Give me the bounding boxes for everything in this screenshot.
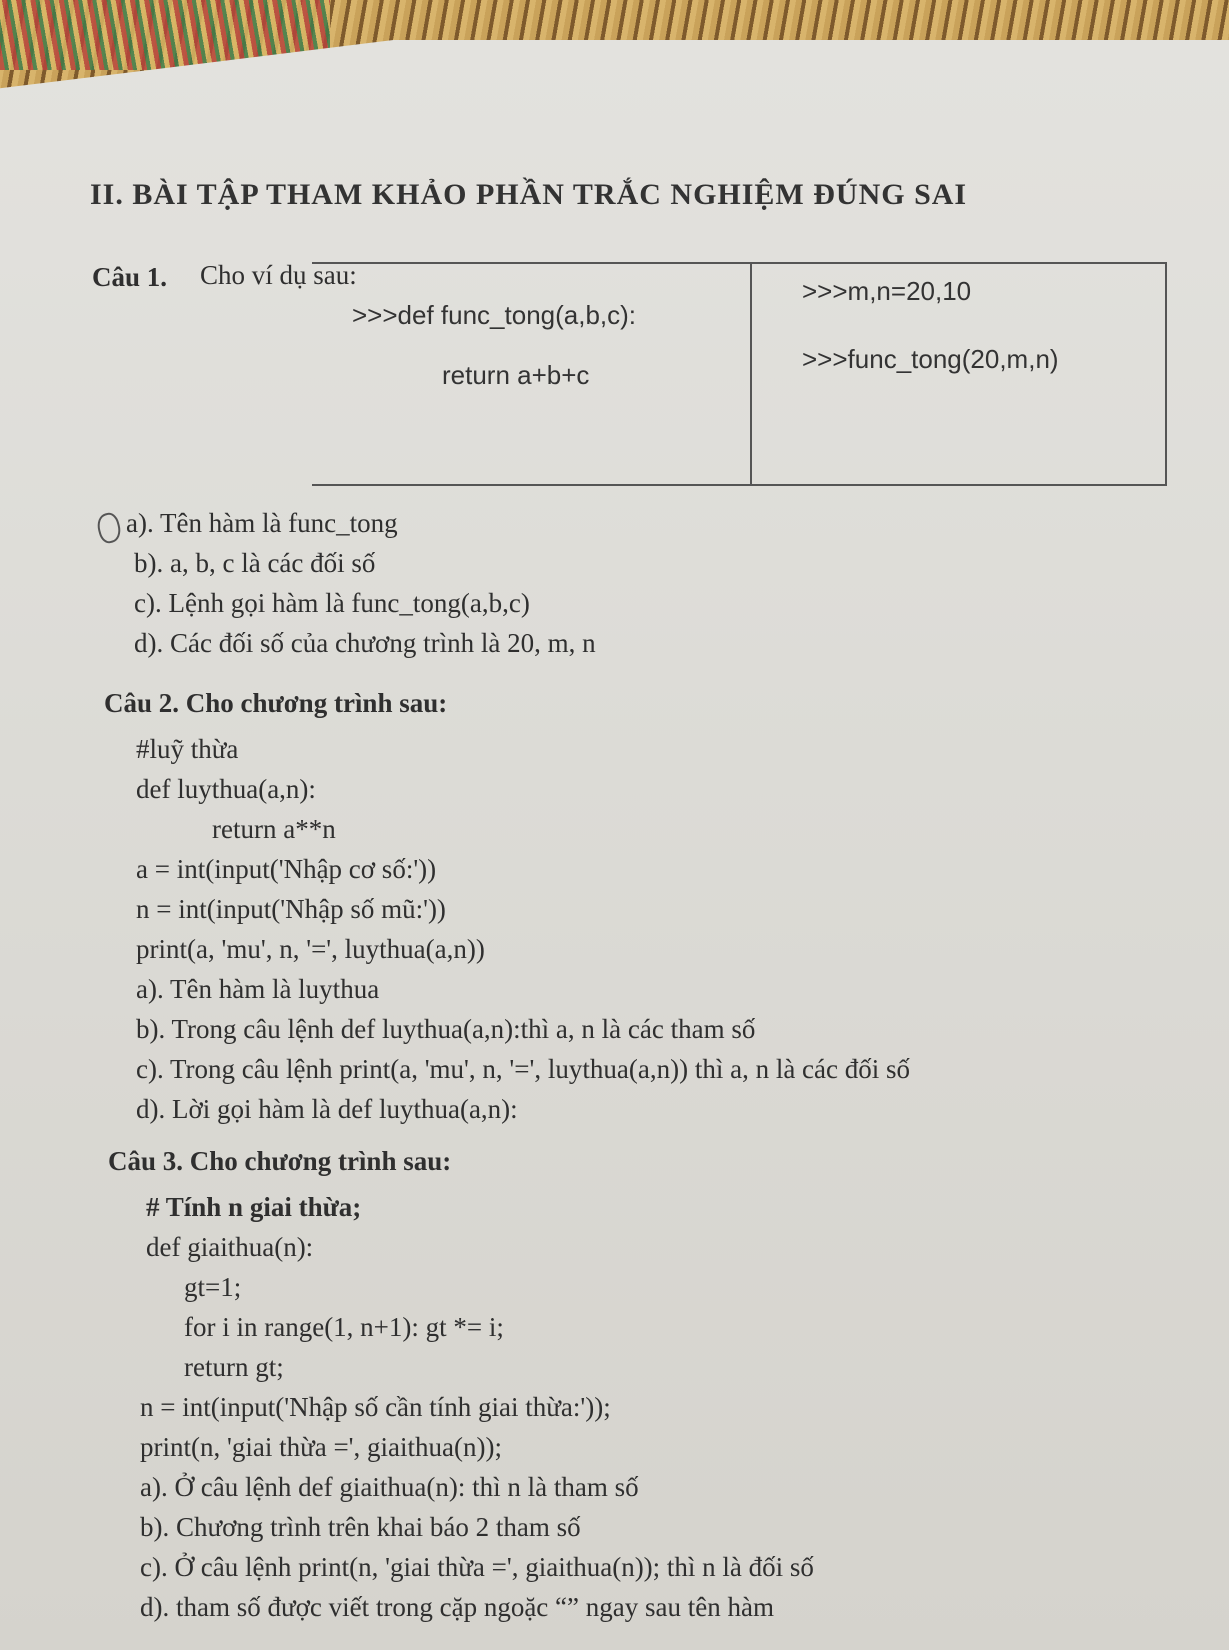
q3-code-line-5: n = int(input('Nhập số cần tính giai thừa:')); xyxy=(140,1392,611,1422)
q1-code-left-line-1: >>>def func_tong(a,b,c): xyxy=(352,300,637,330)
q2-code-line-6: print(a, 'mu', n, '=', luythua(a,n)) xyxy=(136,934,485,964)
handwritten-mark-icon xyxy=(94,511,123,546)
q3-option-a: a). Ở câu lệnh def giaithua(n): thì n là tham số xyxy=(140,1472,639,1502)
q3-option-b: b). Chương trình trên khai báo 2 tham số xyxy=(140,1512,581,1542)
q1-code-left-line-2: return a+b+c xyxy=(442,360,590,390)
q2-option-b: b). Trong câu lệnh def luythua(a,n):thì a, n là các tham số xyxy=(136,1014,756,1044)
q1-intro: Cho ví dụ sau: xyxy=(200,260,357,290)
q2-option-c: c). Trong câu lệnh print(a, 'mu', n, '=', luythua(a,n)) thì a, n là các đối số xyxy=(136,1054,911,1084)
q3-code-line-2: gt=1; xyxy=(184,1272,242,1302)
q2-code-line-5: n = int(input('Nhập số mũ:')) xyxy=(136,894,446,924)
q1-option-d: d). Các đối số của chương trình là 20, m, n xyxy=(134,628,596,658)
q1-code-right-line-1: >>>m,n=20,10 xyxy=(802,276,972,306)
q2-code-line-2: def luythua(a,n): xyxy=(136,774,316,804)
q3-code-line-6: print(n, 'giai thừa =', giaithua(n)); xyxy=(140,1432,502,1462)
q3-code-line-1: def giaithua(n): xyxy=(146,1232,314,1262)
q3-code-line-4: return gt; xyxy=(184,1352,284,1382)
q1-title: Câu 1. xyxy=(92,262,168,292)
q1-option-b: b). a, b, c là các đối số xyxy=(134,548,376,578)
q1-option-c: c). Lệnh gọi hàm là func_tong(a,b,c) xyxy=(134,588,530,618)
q1-code-right-line-2: >>>func_tong(20,m,n) xyxy=(802,344,1059,374)
q2-option-a: a). Tên hàm là luythua xyxy=(136,974,380,1004)
section-title: II. BÀI TẬP THAM KHẢO PHẦN TRẮC NGHIỆM ĐÚNG SAI xyxy=(90,178,968,211)
q3-comment: # Tính n giai thừa; xyxy=(146,1192,362,1222)
q2-code-line-3: return a**n xyxy=(212,814,336,844)
q3-title: Câu 3. Cho chương trình sau: xyxy=(108,1146,452,1176)
q2-title: Câu 2. Cho chương trình sau: xyxy=(104,688,448,718)
q2-code-line-1: #luỹ thừa xyxy=(136,734,239,764)
q1-code-table xyxy=(312,262,1167,486)
q1-option-a: a). Tên hàm là func_tong xyxy=(126,508,398,538)
table-divider xyxy=(750,264,752,484)
q3-code-line-3: for i in range(1, n+1): gt *= i; xyxy=(184,1312,504,1342)
q3-option-d: d). tham số được viết trong cặp ngoặc “” ngay sau tên hàm xyxy=(140,1592,774,1622)
q2-option-d: d). Lời gọi hàm là def luythua(a,n): xyxy=(136,1094,518,1124)
q3-option-c: c). Ở câu lệnh print(n, 'giai thừa =', giaithua(n)); thì n là đối số xyxy=(140,1552,814,1582)
q2-code-line-4: a = int(input('Nhập cơ số:')) xyxy=(136,854,437,884)
